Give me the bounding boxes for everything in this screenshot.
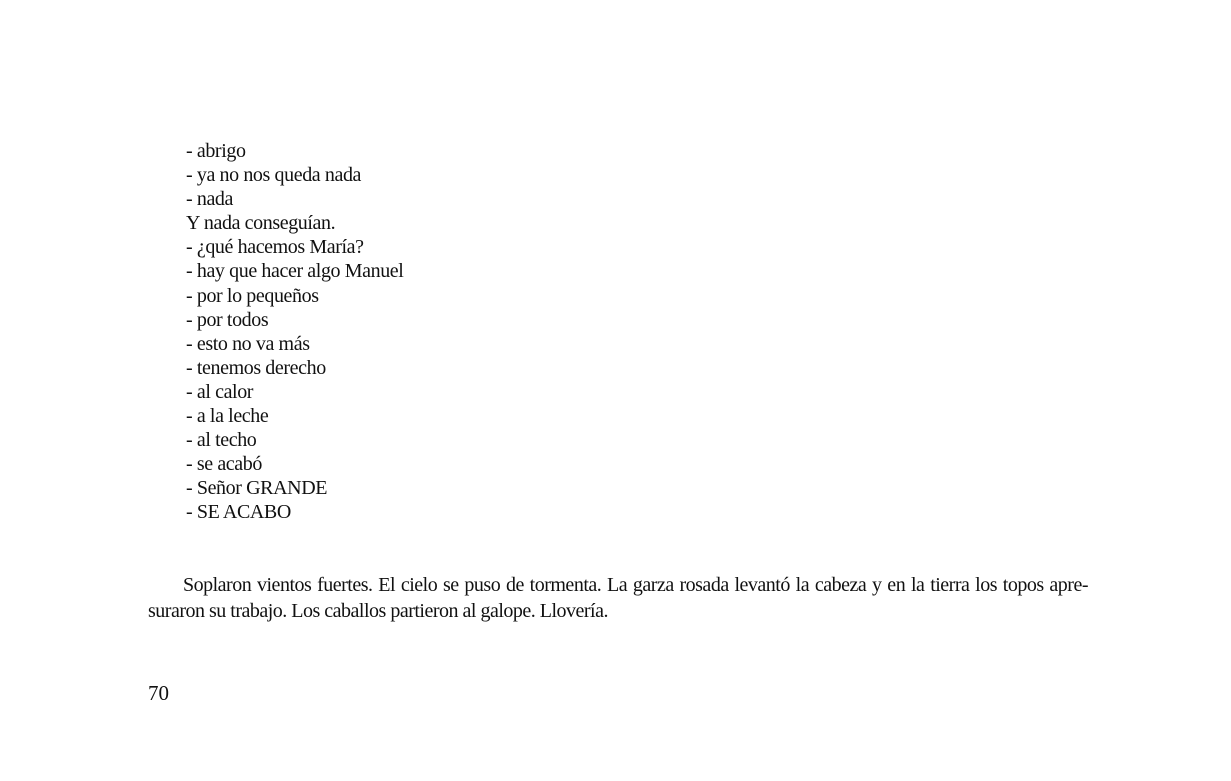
paragraph-line-2: suraron su trabajo. Los caballos partieron al galope. Llovería.	[148, 600, 608, 622]
narrative-paragraph	[148, 572, 1088, 624]
dialogue-line: - al techo	[186, 429, 257, 452]
dialogue-line: - ¿qué hacemos María?	[186, 236, 364, 259]
dialogue-line: - a la leche	[186, 405, 269, 428]
dialogue-line: - esto no va más	[186, 332, 310, 355]
dialogue-line: - por lo pequeños	[186, 284, 319, 307]
dialogue-line: - nada	[186, 188, 234, 211]
paragraph-line-1: Soplaron vientos fuertes. El cielo se puso de tormenta. La garza rosada levantó la cabeza y en la tierra los topos apre-	[183, 574, 1088, 596]
dialogue-line: - Señor GRANDE	[186, 477, 328, 500]
dialogue-line: - ya no nos queda nada	[186, 164, 362, 187]
dialogue-line: - al calor	[186, 380, 254, 403]
dialogue-line: - abrigo	[186, 140, 246, 162]
dialogue-line: - por todos	[186, 308, 269, 331]
dialogue-line: - se acabó	[186, 453, 262, 476]
dialogue-list	[186, 139, 403, 525]
dialogue-line: - SE ACABO	[186, 501, 291, 524]
dialogue-line: - hay que hacer algo Manuel	[186, 260, 404, 283]
page-number: 70	[148, 681, 169, 705]
dialogue-line: - tenemos derecho	[186, 356, 326, 379]
narration-line: Y nada conseguían.	[186, 212, 336, 235]
